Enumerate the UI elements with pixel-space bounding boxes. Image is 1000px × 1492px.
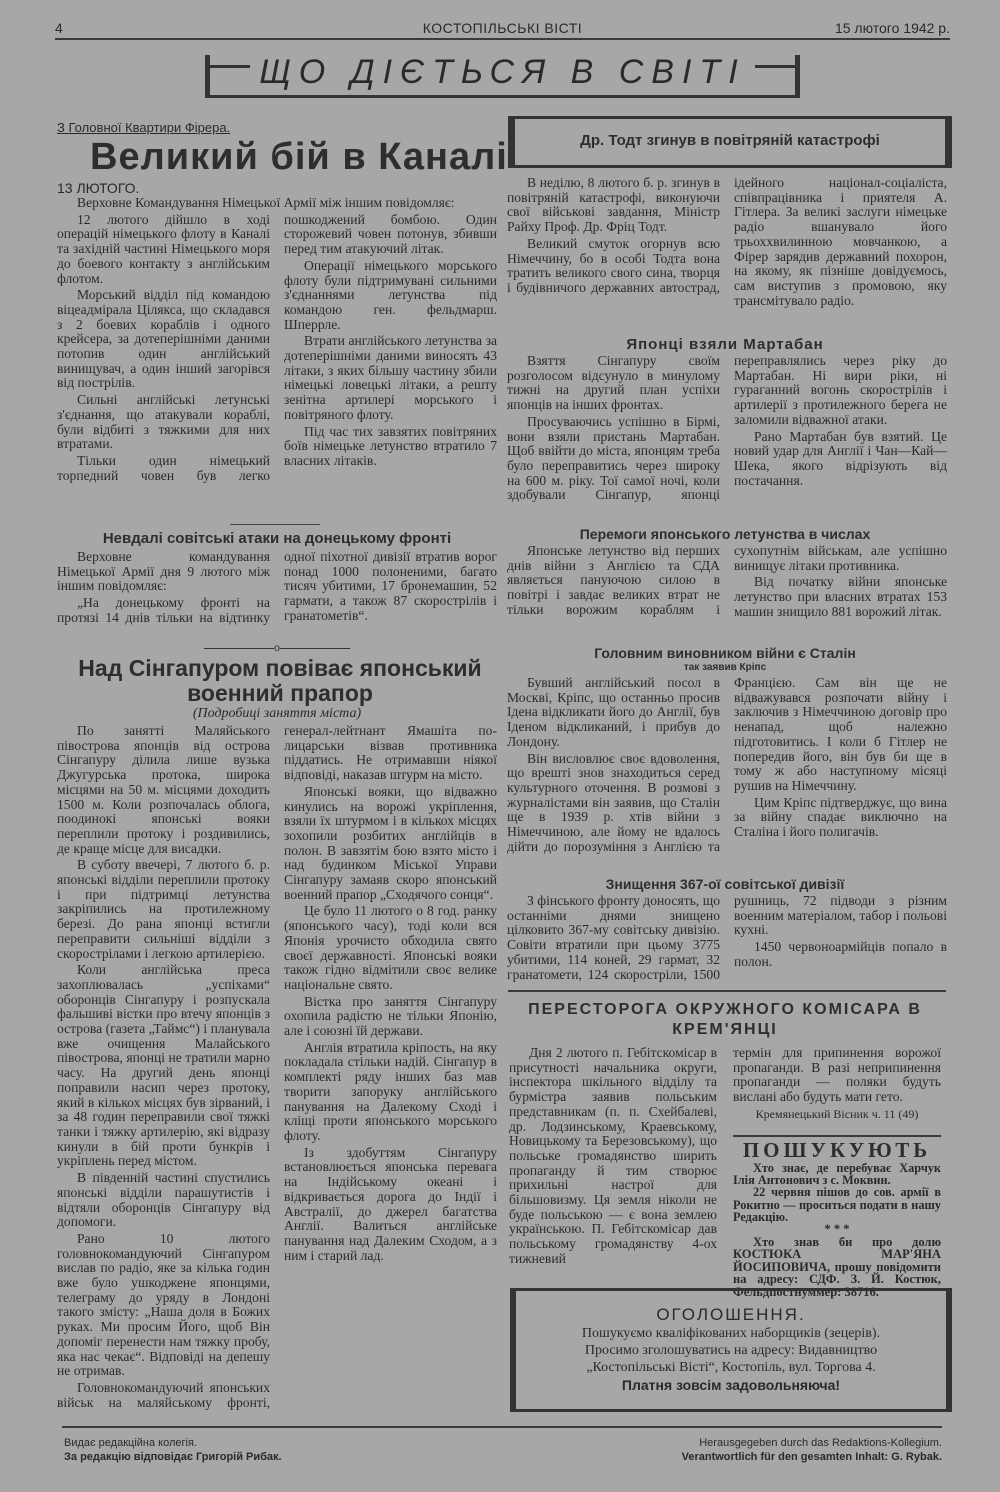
article-aviation: [507, 544, 947, 620]
wanted-second: Хто знав би про долю КОСТЮКА МАР'ЯНА ЙОСИПОВИЧА, прошу повідомити на адресу: СДФ. З. Й. Костюк, Фельдпостнуммер: 38716.: [733, 1234, 941, 1299]
subtitle-stalin: так заявив Кріпс: [683, 662, 767, 673]
paragraph: З фінського фронту доносять, що останніми днями знищено цілковито 367-му совітську дивізію. Совіти втратили при цьому 3775 убитими, 114 коней, 29 гармат, 32 гранатомети, 124 скоростріли, 1500 рушниць, 72 підводи з різним военним матеріалом, табор і польові кухні.: [507, 893, 947, 982]
section-header-box: [205, 55, 800, 98]
divider: [230, 524, 320, 525]
paragraph: Великий смуток огорнув всю Німеччину, бо в особі Тодта вона тратить великого свого сина, творця і будівничого державних автострад, ідейного націонал-соціаліста, співпрацівника і приятеля А. Гітлера. За великі заслуги німецьке радіо вшанувало його трьоххвилинною мовчанкою, а Фірер зарядив державний похорон, на якому, як пізніше довідуємось, сам виступив з промовою, яку трансмітувало радіо.: [507, 175, 947, 308]
paragraph: Бувший англійський посол в Москві, Кріпс, що останньо просив Ідена відкликати його до Англії, був Іденом відкликаний, і прибув до Лондону.: [507, 675, 720, 749]
paragraph: Вістка про заняття Сінгапуру охопила радістю не тільки Японію, але і союзні їй держави.: [284, 993, 497, 1039]
paragraph: Втрати англійського летунства за дотеперішніми даними виносять 43 літаки, з яких більшу частину збили німецькі ловецькі літаки, а решту зенітна артилері морського і повітряного флоту.: [284, 333, 497, 422]
footer-rule: [62, 1426, 942, 1428]
article-kremenets-right: термін для припинення ворожої пропаганди. В разі неприпинення пропаганди — поляки будуть вислані або будуть мати гето. Кремянецький Вісник ч. 11 (49): [733, 1045, 941, 1121]
masthead: [55, 20, 950, 38]
intro: Верховне Командування Німецької Армії між іншим повідомляє:: [77, 195, 455, 210]
paragraph: Просуваючись успішно в Бірмі, вони взяли пристань Мартабан. Щоб ввійти до міста, японцям треба було переправитись через широку на 600 м. ріку. Тої самої ночі, коли здобували Сінгапур, японці переправлялись через ріку до Мартабан. Ні вири ріки, ні гураганний вогонь скорострілів і артилерії з протилежного берега не заломили відважної атаки.: [507, 353, 947, 503]
wanted-notice: [733, 1138, 941, 1298]
footer-right: Herausgegeben durch das Redaktions-Kollegium. Verantwortlich für den gesamten Inhalt: G. Rybak.: [681, 1437, 942, 1463]
paragraph: 1450 червоноармійців попало в полон.: [734, 939, 947, 969]
separator: o: [57, 640, 497, 655]
article-todt: [507, 176, 947, 308]
paragraph: Рано Мартабан був взятий. Це новий удар для Англії і Чан—Кай—Шека, якого відрізують від постачання.: [734, 428, 947, 488]
headline-aviation: Перемоги японського летунства в числах: [579, 526, 871, 542]
paragraph: В неділю, 8 лютого б. р. згинув в повітряній катастрофі, виконуючи свої військові завдання, Міністр Райху Проф. Др. Фріц Тодт.: [507, 175, 720, 235]
article-donets: [57, 550, 497, 626]
issue-date: 15 лютого 1942 р.: [834, 20, 950, 36]
headline-singapore: Над Сінгапуром повіває японський военний прапор: [78, 655, 482, 706]
paragraph: В суботу ввечері, 7 лютого б. р. японські відділи переплили протоку і при підтримці летунства закріпились на протилежному березі. До рана японці встигли переправити сильніші відділи з скорострілами і легкою артилерією.: [57, 857, 270, 961]
paragraph: Під час тих завзятих повітряних боїв німецьке летунство втратило 7 власних літаків.: [284, 423, 497, 468]
article-canal: [57, 196, 497, 483]
headline-wanted: ПОШУКУЮТЬ: [742, 1138, 932, 1162]
article-division: [507, 894, 947, 982]
paragraph: Із здобуттям Сінгапуру встановлюється японська перевага на Індійському океані і відкривається дорога до Індії і Австралії, до джерел багатства Англії. Валиться англійське панування над Далеким Сходом, а з ним і старий лад.: [284, 1144, 497, 1263]
paragraph: Хто знає, де перебуває Харчук Ілія Антонович з с. Моквин.: [733, 1161, 941, 1188]
divider-stars: * * *: [824, 1222, 850, 1237]
article-kremenets-left: Дня 2 лютого п. Гебітскомісар в присутності начальника округи, інспектора шкільного відділу та бурмістра заявив польським представникам (п. п. Схейбалеві, др. Лодзинському, Краевському, Новицькому та Березовському), що польське громадянство ширить пропаганду й тим створює прихильні настрої для більшовизму. Ця земля ніколи не буде польською — є вона землею українською. П. Гебітскомісар дав польському громадянству 4-ох тижневий: [509, 1045, 717, 1266]
headline-stalin: Головним виновником війни є Сталін: [594, 645, 856, 661]
paragraph: Верховне командування Німецької Армії дня 9 лютого між іншим повідомляє:: [57, 549, 270, 594]
masthead-rule: [55, 38, 950, 40]
paragraph: Взяття Сінгапуру своїм розголосом відсунуло в минулому тижні на другий план успіхи японців на інших фронтах.: [507, 353, 720, 413]
headline-announcement: ОГОЛОШЕННЯ.: [656, 1305, 806, 1324]
footer-left: Видає редакційна колегія. За редакцію відповідає Григорій Рибак.: [64, 1437, 282, 1463]
kicker: З Головної Квартири Фірера.: [57, 120, 231, 135]
section-title: ЩО ДІЄТЬСЯ В СВІТІ: [259, 53, 746, 91]
article-martaban: [507, 354, 947, 503]
paragraph: Сильні англійські летунські з'єднання, що атакували кораблі, були відбиті з тяжкими для них втратами.: [57, 392, 270, 452]
paragraph: Японські вояки, що відважно кинулись на ворожі укріплення, взяли їх штурмом і в кількох місцях зохопили розбитих англійців в полон. В завзятім бою взято місто і над будинком Міської Управи Сінгапуру замаяв скоро японський военний прапор „Сходячого сонця“.: [284, 783, 497, 902]
paper-name: КОСТОПІЛЬСЬКІ ВІСТІ: [422, 20, 583, 36]
announcement-line: Пошукуємо кваліфікованих наборщиків (зецерів).: [581, 1326, 881, 1341]
paragraph: В південній частині спустились японські відділи парашутистів і відтяли оборонців Сінгапуру від допомоги.: [57, 1170, 270, 1230]
paragraph: „На донецькому фронті на протязі 14 днів тільки на відтинку одної піхотної дивізії втратив ворог понад 1000 полоненими, багато тисяч убитими, 17 бронемашин, 52 гармати, а також 87 скорострілів і гранатометів“.: [57, 549, 497, 625]
headline-division: Знищення 367-ої совітської дивізії: [605, 876, 845, 892]
paragraph: Коли англійська преса захоплювалась „успіхами“ оборонців Сінгапуру і розпускала фальшиві вістки про втечу японців з острова (газета „Таймс“) і планувала вже очищення Малайського півострова, японці не тратили марно часу. На другий день японці поправили насип через протоку, який в кількох місцях був зірваний, і за 48 годин переправили свої тяжкі танки і тяжку артилерію, які відразу кинули в бій проти бункрів і укріплень перед містом.: [57, 962, 270, 1169]
headline-martaban: Японці взяли Мартабан: [626, 336, 824, 353]
paragraph: Рано 10 лютого головнокомандуючий Сінгапуром вислав по радіо, яке за кілька годин вже було ушкоджене японцями, телеграму до уряду в Лондоні такого змісту: „Наша доля в Божих руках. Ми просим Його, щоб Він допоміг перенести нам тяжку пробу, яка нас чекає“. Відповіді на депешу не отримав.: [57, 1230, 270, 1379]
paragraph: Від початку війни японське летунство при власних втратах 153 машин знищило 881 ворожий літак.: [734, 574, 947, 619]
paragraph: 12 лютого дійшло в ході операцій німецького флоту в Каналі та західній частині Німецького моря до боевого контакту з англійським флотом.: [57, 211, 270, 286]
announcement-box: [510, 1288, 952, 1412]
source: Кремянецький Вісник ч. 11 (49): [755, 1106, 919, 1121]
paragraph: Японське летунство від перших днів війни з Англією та СДА являється пануючою силою в повітрі і завдає великих втрат не тільки ворожим кораблям і сухопутнім військам, але успішно винищує літаки противника.: [507, 543, 947, 617]
paragraph: Це було 11 лютого о 8 год. ранку (японського часу), тоді коли вся Японія урочисто обходила свято своєї державності. Японські вояки також гідно відмітили своє велике національне свято.: [284, 903, 497, 992]
announcement-pay: Платня зовсім задовольняюча!: [621, 1377, 841, 1393]
paragraph: Цим Кріпс підтверджує, що вина за війну спадає виключно на Сталіна і його полигачів.: [734, 794, 947, 840]
paragraph: Тільки один німецький торпедний човен був легко пошкоджений бомбою. Один сторожевий човен потонув, збивши перед тим атакуючий літак.: [57, 211, 497, 483]
headline-todt: Др. Тодт згинув в повітряній катастрофі: [580, 132, 880, 149]
paragraph: Морський відділ під командою віцеадмірала Цілякса, що складався з 2 боевих кораблів і одного крейсера, за дотеперішніми даними потопив один англійський винищувач, а один інший загорівся від пострілів.: [57, 287, 270, 391]
article-singapore: [57, 724, 497, 1424]
announcement-line: Просимо зголошуватись на адресу: Видавництво: [584, 1343, 878, 1358]
todt-headline-box: [508, 116, 952, 168]
paragraph: Операції німецького морського флоту були підтримувані сильними з'єднаннями летунства під командою ген. фельдмарш. Шперрле.: [284, 257, 497, 332]
paragraph: Він висловлює своє вдоволення, що врешті знов знаходиться серед культурного оточення. В розмові з журналістами він заявив, що Сталін ще в 1939 р. хтів війни з Німеччиною, але йому не вдалось дійти до порозуміння з Англією та Францією. Сам він ще не відважувався розпочати війну і заключив з Німеччиною договір про ненапад, щоб належно підготовитись. І коли б Гітлер не попередив його, він був би ще в тому ж або наступному місяці рушив на Німеччину.: [507, 675, 947, 854]
announcement-line: „Костопільські Вісті“, Костопіль, вул. Торгова 4.: [586, 1360, 876, 1375]
subtitle-singapore: (Подробиці заняття міста): [192, 706, 362, 721]
article-stalin: [507, 676, 947, 854]
page-number: 4: [55, 20, 63, 36]
paragraph: По занятті Маляйського півострова японців від острова Сінгапуру ділила лише вузька Джугурська протока, широка місцями на 50 м. місцями доходить 1500 м. Коли розпочалась облога, поодинокі японські вояки переплили протоку і роздивились, де краще місце для висадки.: [57, 723, 270, 856]
headline-kremenets: ПЕРЕСТОРОГА ОКРУЖНОГО КОМІСАРА В КРЕМ'ЯНЦІ: [528, 1001, 922, 1038]
paragraph: 22 червня пішов до сов. армії в Рокитно — проситься подати в нашу Редакцію.: [733, 1185, 941, 1224]
dateline: 13 ЛЮТОГО.: [57, 180, 140, 196]
divider: [733, 1135, 941, 1137]
paragraph: Головнокомандуючий японських військ на маляйському фронті, генерал-лейтнант Ямашіта по-лицарськи візвав противника піддатись. Не отримавши ніякої відповіді, наказав штурм на місто.: [57, 723, 497, 1410]
headline-canal: Великий бій в Каналі: [90, 136, 508, 178]
paragraph: Англія втратила кріпость, на яку покладала стільки надій. Сінгапур в комплекті ряду інших баз мав творити запоруку англійського панування на Далекому Сході і кліщі проти японського морського флоту.: [284, 1039, 497, 1143]
divider: [508, 990, 946, 992]
headline-donets: Невдалі совітські атаки на донецькому фронті: [102, 530, 452, 547]
